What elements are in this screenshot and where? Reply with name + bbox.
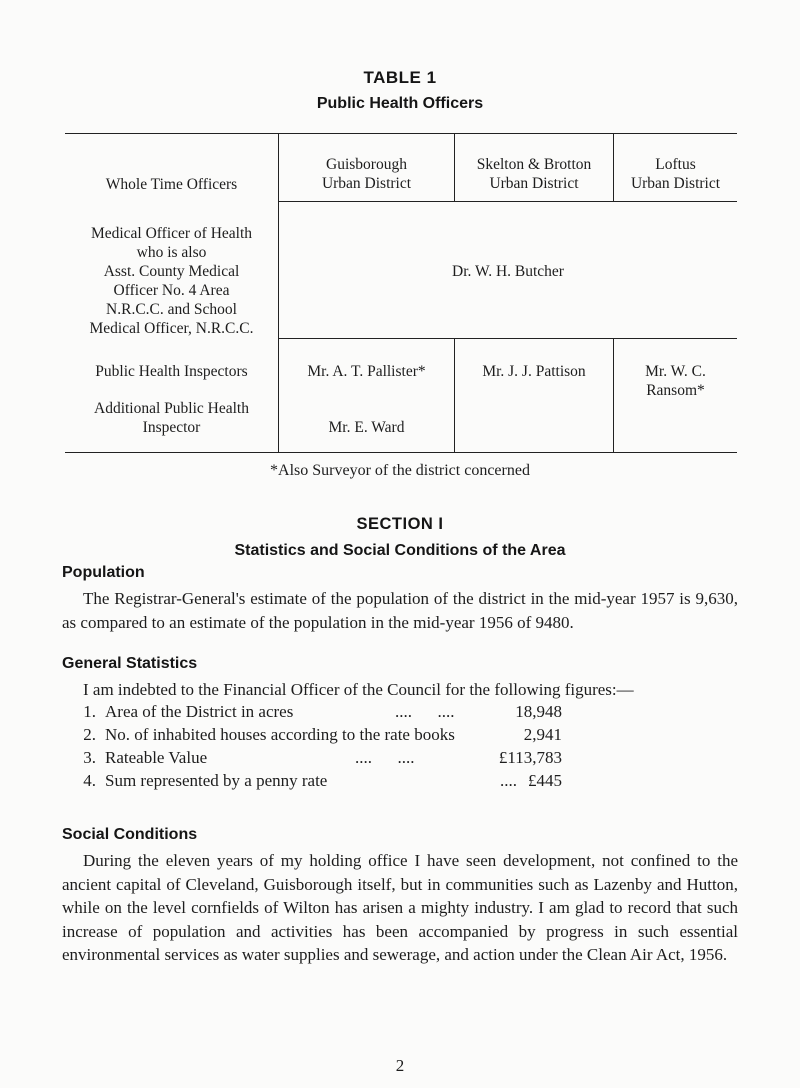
statistic-value: £113,783 bbox=[498, 748, 562, 767]
statistic-label: Area of the District in acres bbox=[105, 702, 294, 721]
statistic-value: 2,941 bbox=[523, 725, 562, 744]
table-bottom-rule bbox=[65, 452, 737, 453]
skelton-inspector: Mr. J. J. Pattison bbox=[482, 363, 586, 380]
statistic-item bbox=[82, 771, 562, 793]
statistic-item bbox=[82, 702, 562, 724]
header-skelton-brotton: Skelton & Brotton Urban District bbox=[476, 156, 592, 192]
general-statistics-heading: General Statistics bbox=[62, 655, 198, 672]
statistic-label: Rateable Value bbox=[105, 748, 208, 767]
section-subtitle: Statistics and Social Conditions of the Area bbox=[234, 542, 566, 559]
row-rule bbox=[278, 338, 737, 339]
general-statistics-intro: I am indebted to the Financial Officer of the Council for the following figures:— bbox=[83, 680, 634, 699]
table-footnote: *Also Surveyor of the district concerned bbox=[270, 462, 530, 479]
row-medical-officer-value: Dr. W. H. Butcher bbox=[452, 263, 564, 280]
row-additional-inspector-label: Additional Public Health Inspector bbox=[94, 400, 249, 436]
col-divider-2-bottom bbox=[454, 339, 455, 452]
header-guisborough: Guisborough Urban District bbox=[321, 156, 412, 192]
row-medical-officer-label: Medical Officer of Health who is also Asst. County Medical Officer No. 4 Area N.R.C.C. and School Medical Officer, N.R.C.C. bbox=[89, 225, 254, 337]
statistic-number: 3. bbox=[83, 748, 96, 767]
statistic-number: 4. bbox=[83, 771, 96, 790]
statistic-leader-dots: .... bbox=[500, 771, 517, 790]
population-paragraph: The Registrar-General's estimate of the population of the district in the mid-year 1957 is 9,630, as compared to an estimate of the population in the mid-year 1956 of 9480. bbox=[62, 589, 738, 632]
section-title: SECTION I bbox=[356, 515, 444, 533]
guisborough-inspector: Mr. A. T. Pallister* bbox=[307, 363, 426, 380]
statistic-item bbox=[82, 725, 562, 747]
population-heading: Population bbox=[62, 564, 145, 581]
statistic-label: Sum represented by a penny rate bbox=[105, 771, 328, 790]
statistic-item bbox=[82, 748, 562, 770]
statistic-number: 1. bbox=[83, 702, 96, 721]
social-conditions-heading: Social Conditions bbox=[62, 826, 198, 843]
page-number: 2 bbox=[395, 1056, 405, 1075]
statistic-value: £445 bbox=[528, 771, 562, 790]
statistic-value: 18,948 bbox=[515, 702, 562, 721]
social-conditions-paragraph: During the eleven years of my holding office I have seen development, not confined to the ancient capital of Cleveland, Guisborough itself, but in communities such as Lazenby and Hutton, while on the level cornfields of Wilton has arisen a mighty industry. I am glad to record that such increase of population and activities has been accompanied by progress in such essential environmental services as water supplies and sewerage, and action under the Clean Air Act, 1956. bbox=[62, 851, 738, 964]
statistic-leader-dots: .... .... bbox=[395, 702, 455, 721]
table-top-rule bbox=[65, 133, 737, 134]
header-loftus: Loftus Urban District bbox=[630, 156, 721, 192]
statistic-label: No. of inhabited houses according to the rate books bbox=[105, 725, 455, 744]
statistic-leader-dots: .... .... bbox=[355, 748, 415, 767]
statistic-number: 2. bbox=[83, 725, 96, 744]
table-subtitle: Public Health Officers bbox=[316, 95, 484, 112]
loftus-inspector: Mr. W. C. Ransom* bbox=[645, 363, 706, 399]
table-title: TABLE 1 bbox=[363, 68, 437, 87]
header-whole-time-officers: Whole Time Officers bbox=[105, 176, 238, 193]
row-inspectors-label: Public Health Inspectors bbox=[95, 363, 248, 380]
header-rule bbox=[278, 201, 737, 202]
guisborough-additional-inspector: Mr. E. Ward bbox=[328, 419, 405, 436]
